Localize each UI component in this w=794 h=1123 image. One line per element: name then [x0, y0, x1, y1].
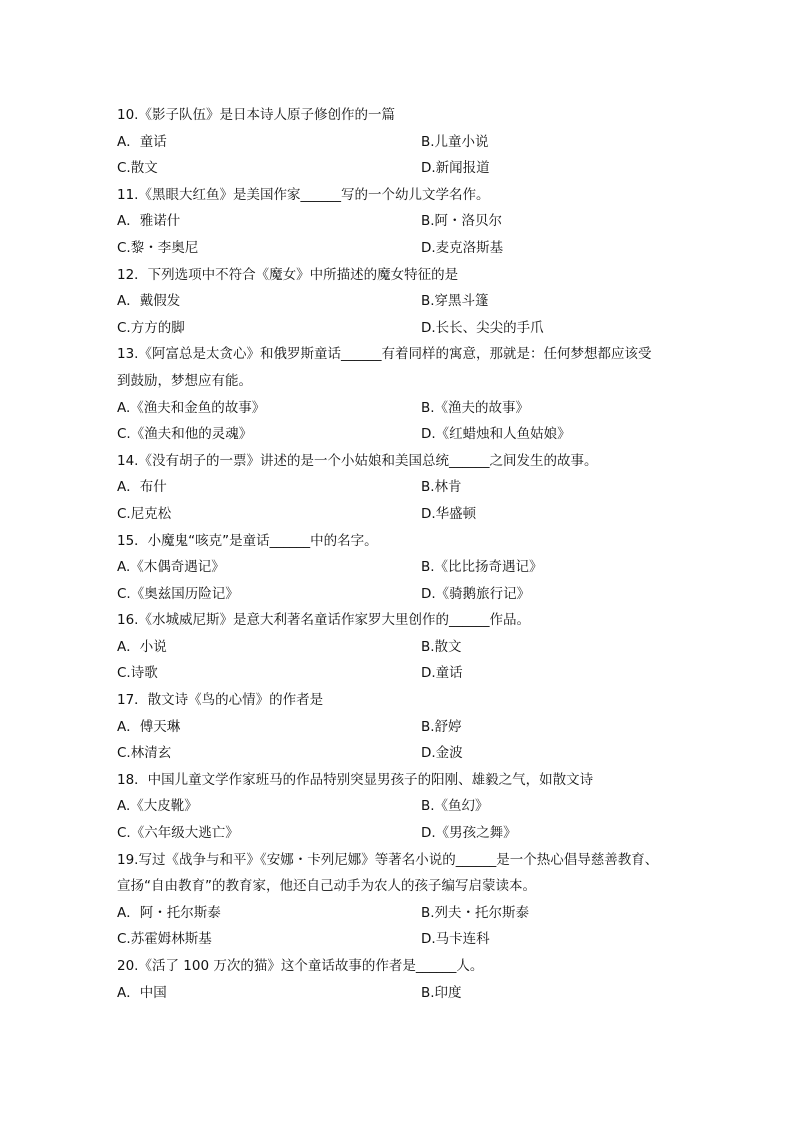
answer-option: D.《男孩之舞》 [421, 825, 517, 842]
question-item [117, 953, 677, 1006]
answer-option: A．戴假发 [117, 293, 181, 310]
answer-option: A．傅天琳 [117, 718, 181, 735]
question-item [117, 102, 677, 182]
answer-option: C.苏霍姆林斯基 [117, 931, 212, 948]
answer-option: C.诗歌 [117, 665, 158, 682]
question-list [117, 102, 677, 1006]
answer-option: A．布什 [117, 479, 167, 496]
question-stem: 10.《影子队伍》是日本诗人原子修创作的一篇 [117, 107, 395, 123]
question-item [117, 341, 677, 447]
question-stem: 17．散文诗《鸟的心情》的作者是 [117, 692, 324, 709]
answer-option: C.《六年级大逃亡》 [117, 825, 239, 842]
option-row [117, 660, 677, 687]
answer-option: B.《渔夫的故事》 [421, 399, 530, 416]
question-item [117, 607, 677, 687]
question-stem: 18．中国儿童文学作家班马的作品特别突显男孩子的阳刚、雄毅之气，如散文诗 [117, 771, 594, 788]
answer-option: A.《大皮靴》 [117, 798, 198, 815]
question-stem: 16.《水城威尼斯》是意大利著名童话作家罗大里创作的______作品。 [117, 612, 530, 629]
answer-option: B.儿童小说 [421, 133, 489, 150]
question-stem: 19.写过《战争与和平》《安娜・卡列尼娜》等著名小说的______是一个热心倡导慈善教育、 [117, 851, 659, 868]
answer-option: C.《渔夫和他的灵魂》 [117, 426, 253, 443]
question-stem: 14.《没有胡子的一票》讲述的是一个小姑娘和美国总统______之间发生的故事。 [117, 452, 598, 469]
answer-option: C.黎・李奥尼 [117, 239, 199, 256]
question-item [117, 528, 677, 608]
option-row [117, 288, 677, 315]
option-row [117, 315, 677, 342]
option-row [117, 474, 677, 501]
option-row [117, 155, 677, 182]
answer-option: C.尼克松 [117, 505, 172, 522]
question-stem: 15．小魔鬼“咳克”是童话______中的名字。 [117, 532, 378, 549]
answer-option: A．雅诺什 [117, 213, 181, 230]
answer-option: D.童话 [421, 665, 463, 682]
option-row [117, 581, 677, 608]
question-item [117, 448, 677, 528]
option-row [117, 554, 677, 581]
answer-option: B.穿黑斗篷 [421, 293, 489, 310]
answer-option: D.《骑鹅旅行记》 [421, 585, 531, 602]
answer-option: A.《木偶奇遇记》 [117, 559, 225, 576]
option-row [117, 208, 677, 235]
answer-option: C.《奥兹国历险记》 [117, 585, 239, 602]
answer-option: C.散文 [117, 160, 158, 177]
answer-option: A．小说 [117, 638, 167, 655]
answer-option: B.《鱼幻》 [421, 798, 489, 815]
option-row [117, 714, 677, 741]
option-row [117, 820, 677, 847]
question-stem: 12．下列选项中不符合《魔女》中所描述的魔女特征的是 [117, 266, 459, 283]
answer-option: D.麦克洛斯基 [421, 239, 504, 256]
question-stem: 宣扬“自由教育”的教育家，他还自己动手为农人的孩子编写启蒙读本。 [117, 878, 536, 895]
option-row [117, 235, 677, 262]
option-row [117, 980, 677, 1007]
question-item [117, 182, 677, 262]
option-row [117, 395, 677, 422]
answer-option: C.方方的脚 [117, 319, 185, 336]
option-row [117, 634, 677, 661]
answer-option: B.散文 [421, 638, 462, 655]
answer-option: A.《渔夫和金鱼的故事》 [117, 399, 266, 416]
answer-option: D.马卡连科 [421, 931, 490, 948]
question-stem: 20.《活了 100 万次的猫》这个童话故事的作者是______人。 [117, 958, 484, 974]
option-row [117, 793, 677, 820]
answer-option: D.华盛顿 [421, 505, 477, 522]
option-row [117, 900, 677, 927]
option-row [117, 129, 677, 156]
answer-option: A．中国 [117, 984, 167, 1001]
question-item [117, 847, 677, 953]
answer-option: D.《红蜡烛和人鱼姑娘》 [421, 426, 571, 443]
option-row [117, 421, 677, 448]
question-stem: 11.《黑眼大红鱼》是美国作家______写的一个幼儿文学名作。 [117, 186, 490, 203]
option-row [117, 501, 677, 528]
answer-option: B.《比比扬奇遇记》 [421, 559, 543, 576]
answer-option: B.阿・洛贝尔 [421, 213, 503, 230]
answer-option: D.新闻报道 [421, 160, 490, 177]
answer-option: B.列夫・托尔斯泰 [421, 904, 530, 921]
question-item [117, 767, 677, 847]
answer-option: B.印度 [421, 984, 462, 1001]
question-item [117, 687, 677, 767]
question-stem: 到鼓励，梦想应有能。 [117, 372, 252, 389]
answer-option: A．童话 [117, 133, 167, 150]
answer-option: B.林肯 [421, 479, 462, 496]
answer-option: D.金波 [421, 745, 463, 762]
question-stem: 13.《阿富总是太贪心》和俄罗斯童话______有着同样的寓意，那就是：任何梦想都应该受 [117, 346, 652, 363]
answer-option: A．阿・托尔斯泰 [117, 904, 221, 921]
answer-option: B.舒婷 [421, 718, 462, 735]
question-item [117, 262, 677, 342]
option-row [117, 740, 677, 767]
option-row [117, 926, 677, 953]
answer-option: C.林清玄 [117, 745, 172, 762]
answer-option: D.长长、尖尖的手爪 [421, 319, 544, 336]
